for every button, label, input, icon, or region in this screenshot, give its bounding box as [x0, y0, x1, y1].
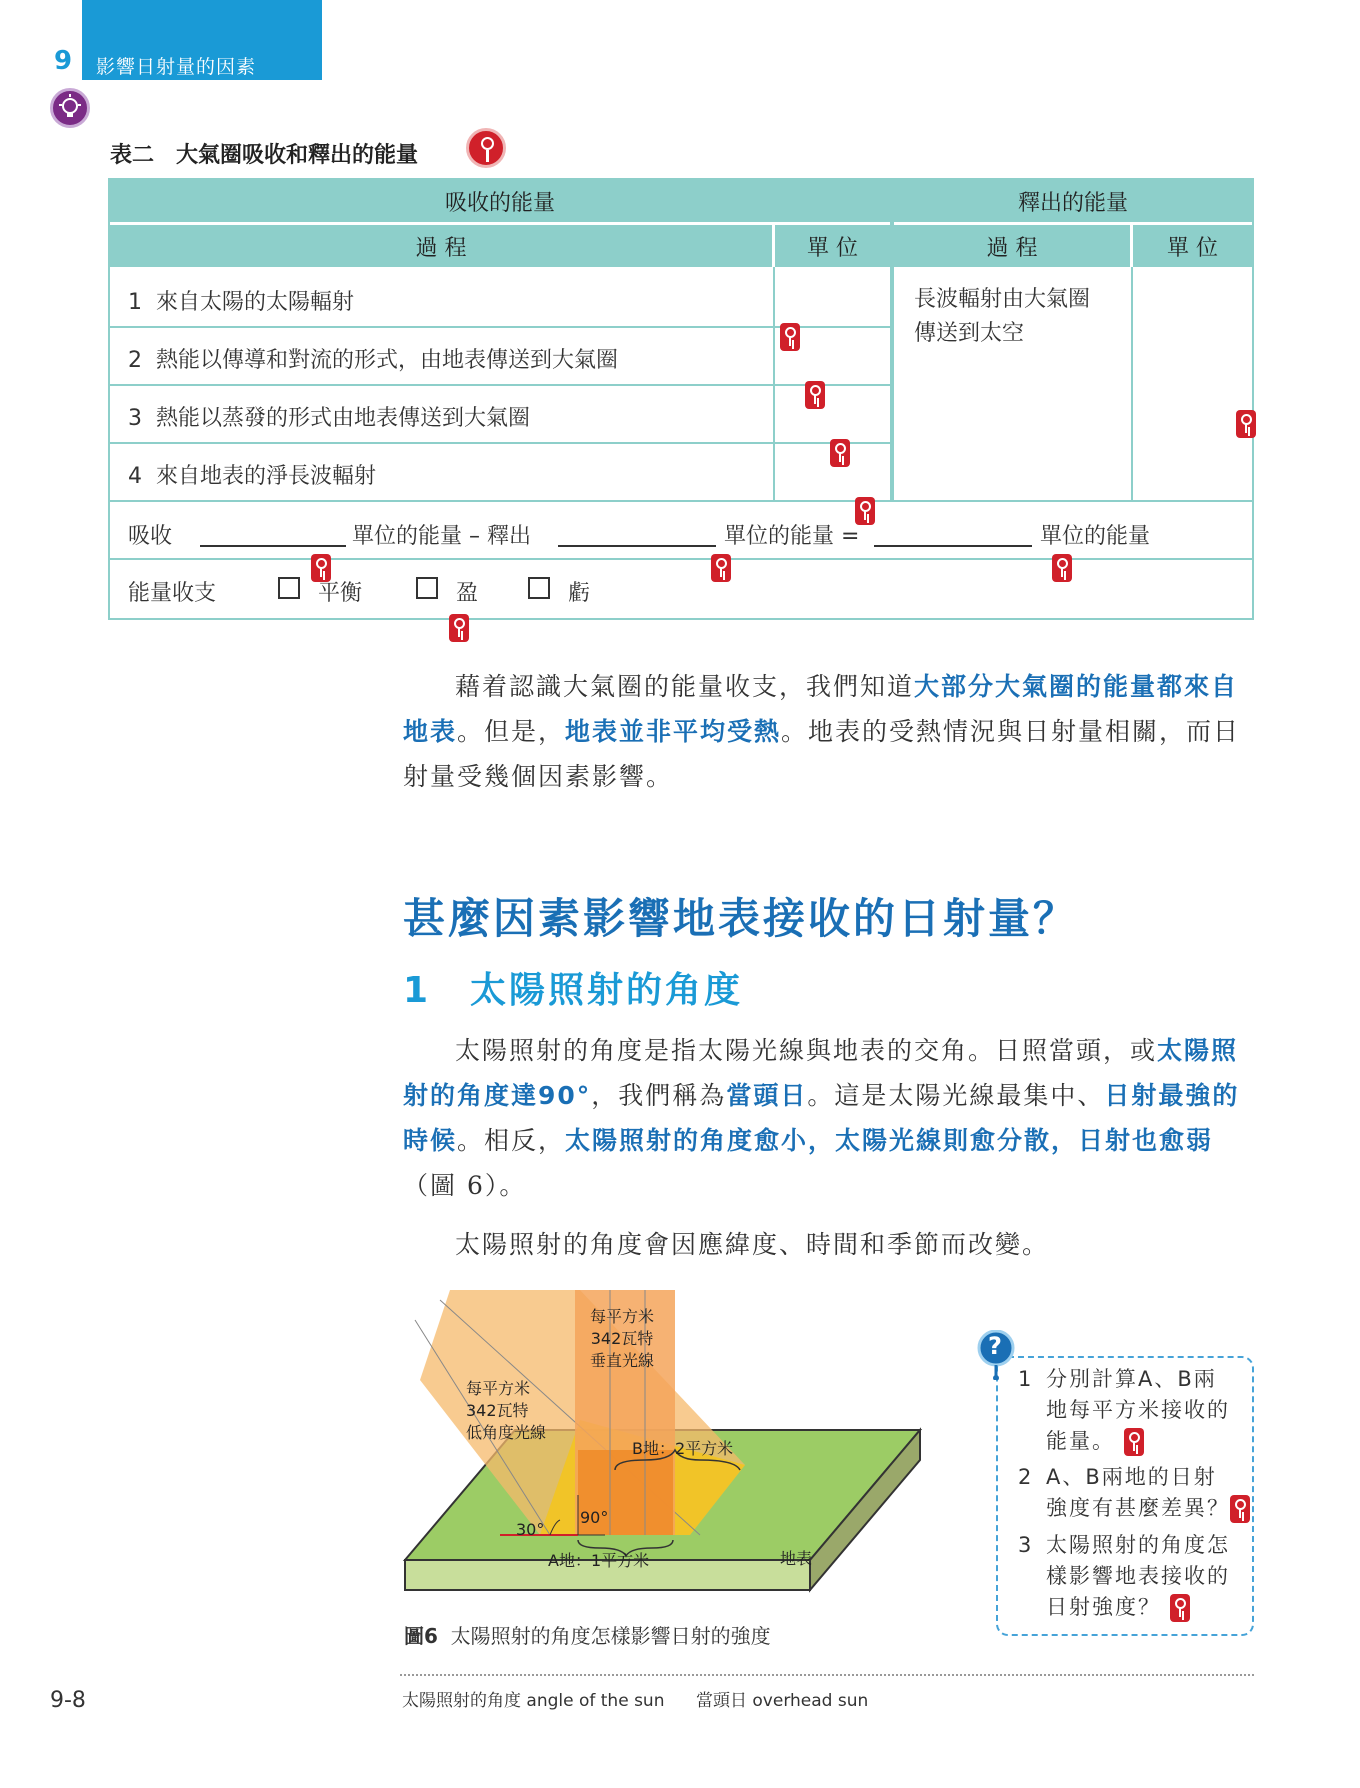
key-icon[interactable] — [1230, 1495, 1250, 1523]
question-item: 2 A、B兩地的日射 強度有甚麼差異？ — [1018, 1462, 1256, 1524]
released-process: 長波輻射由大氣圈 傳送到太空 — [914, 287, 1091, 346]
released-header: 釋出的能量 — [894, 180, 1252, 222]
checkbox-balance[interactable] — [278, 577, 300, 599]
key-icon[interactable] — [466, 128, 506, 168]
section-heading: 甚麼因素影響地表接收的日射量？ — [403, 894, 1079, 943]
b-area-label: B地：2平方米 — [632, 1439, 734, 1458]
process-header: 過 程 — [110, 225, 772, 267]
a-area-label: A地：1平方米 — [548, 1551, 650, 1570]
checkbox-surplus[interactable] — [416, 577, 438, 599]
key-icon[interactable] — [1236, 410, 1256, 438]
angle-30-label: 30° — [516, 1520, 545, 1539]
checkbox-deficit[interactable] — [528, 577, 550, 599]
glossary-term: 當頭日 overhead sun — [696, 1691, 869, 1711]
key-icon[interactable] — [780, 323, 800, 351]
process-header-2: 過 程 — [894, 225, 1130, 267]
answer-blank[interactable] — [558, 545, 716, 547]
footer-divider — [400, 1674, 1254, 1676]
figure-caption: 圖6 太陽照射的角度怎樣影響日射的強度 — [404, 1624, 771, 1648]
chapter-number: 9 — [54, 46, 73, 76]
key-icon[interactable] — [1170, 1594, 1190, 1622]
key-icon[interactable] — [1124, 1428, 1144, 1456]
table-row: 1 來自太陽的太陽輻射 — [128, 290, 355, 315]
absorbed-header: 吸收的能量 — [110, 180, 890, 222]
key-icon[interactable] — [805, 381, 825, 409]
lightbulb-icon — [50, 88, 90, 128]
paragraph-sun-angle: 太陽照射的角度是指太陽光線與地表的交角。日照當頭，或太陽照 射的角度達90°，我們稱為當頭日。這是太陽光線最集中、日射最強的 時候。相反，太陽照射的角度愈小，太陽光線則愈分散，日射也愈弱 （圖 6）。 — [403, 1036, 1240, 1200]
key-icon[interactable] — [830, 439, 850, 467]
subsection-heading: 1 太陽照射的角度 — [403, 970, 744, 1011]
balance-absorb-label: 吸收 — [128, 524, 173, 549]
key-icon[interactable] — [711, 554, 731, 582]
paragraph-energy: 藉着認識大氣圈的能量收支，我們知道大部分大氣圈的能量都來自 地表。但是，地表並非平均受熱。地表的受熱情況與日射量相關，而日 射量受幾個因素影響。 — [403, 672, 1241, 791]
question-icon: ? — [976, 1330, 1016, 1374]
table-row: 2 熱能以傳導和對流的形式，由地表傳送到大氣圈 — [128, 348, 619, 373]
glossary-term: 太陽照射的角度 angle of the sun — [402, 1691, 665, 1711]
option-surplus: 盈 — [456, 581, 479, 606]
option-balance: 平衡 — [318, 581, 363, 606]
angle-90-label: 90° — [580, 1508, 609, 1527]
question-item: 3 太陽照射的角度怎 樣影響地表接收的 日射強度？ — [1018, 1530, 1256, 1623]
answer-blank[interactable] — [200, 545, 346, 547]
unit-header: 單 位 — [775, 225, 890, 267]
answer-blank[interactable] — [874, 545, 1032, 547]
page-number: 9-8 — [50, 1688, 86, 1713]
paragraph-angle-change: 太陽照射的角度會因應緯度、時間和季節而改變。 — [455, 1230, 1050, 1259]
table-row: 3 熱能以蒸發的形式由地表傳送到大氣圈 — [128, 406, 531, 431]
unit-header-2: 單 位 — [1133, 225, 1252, 267]
oblique-label: 每平方米 342瓦特 低角度光線 — [466, 1379, 547, 1442]
surface-label: 地表 — [780, 1549, 813, 1568]
chapter-title: 影響日射量的因素 — [96, 56, 257, 78]
balance-end-label: 單位的能量 — [1040, 524, 1151, 549]
key-icon[interactable] — [1052, 554, 1072, 582]
key-icon[interactable] — [449, 614, 469, 642]
vertical-label: 每平方米 342瓦特 垂直光線 — [590, 1307, 655, 1370]
question-item: 1 分別計算A、B兩 地每平方米接收的 能量。 — [1018, 1364, 1246, 1457]
table-row: 4 來自地表的淨長波輻射 — [128, 464, 377, 489]
budget-label: 能量收支 — [128, 581, 217, 606]
balance-mid-label: 單位的能量 – 釋出 — [352, 524, 531, 549]
table-title: 表二 大氣圈吸收和釋出的能量 — [110, 143, 419, 168]
balance-eq-label: 單位的能量 = — [724, 524, 860, 549]
option-deficit: 虧 — [568, 581, 591, 606]
